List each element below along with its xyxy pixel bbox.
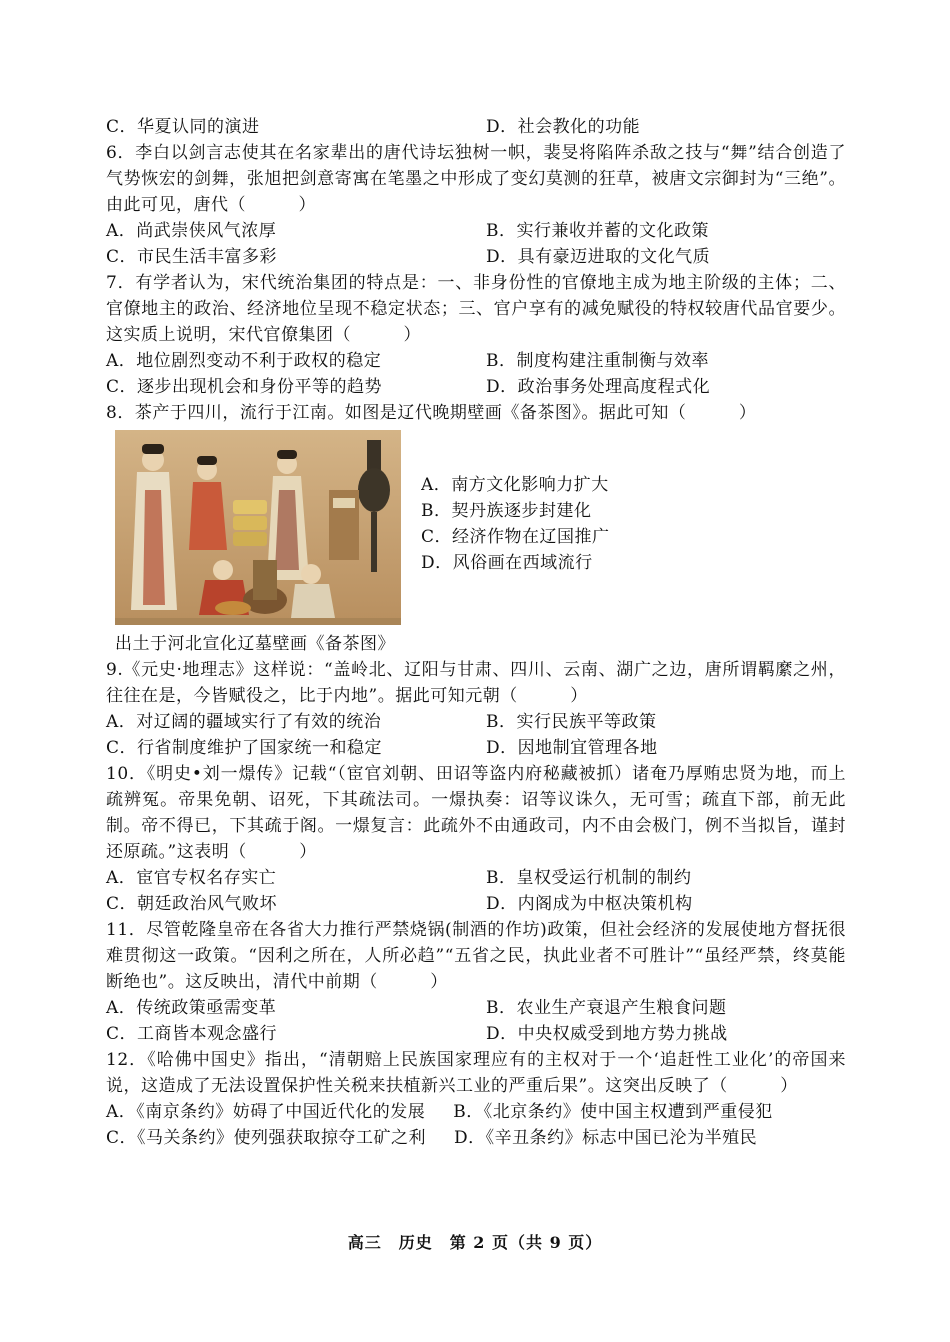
q11-stem: 11．尽管乾隆皇帝在各省大力推行严禁烧锅(制酒的作坊)政策，但社会经济的发展使地方督抚很难贯彻这一政策。“因利之所在，人所必趋”“五省之民，执此业者不可胜计”“虽经严禁，终莫能断绝也”。这反映出，清代中前期（ ） xyxy=(106,920,846,992)
q9-options-cd xyxy=(106,735,846,761)
q12-option-d: D．《辛丑条约》标志中国已沦为半殖民 xyxy=(454,1128,758,1148)
q10-options-ab xyxy=(106,865,846,891)
tea-preparation-mural-image xyxy=(115,430,401,625)
q6-option-a: A．尚武崇侠风气浓厚 xyxy=(106,221,277,241)
q6-option-b: B．实行兼收并蓄的文化政策 xyxy=(486,221,709,241)
q12-stem: 12．《哈佛中国史》指出，“清朝赔上民族国家理应有的主权对于一个‘追赶性工业化’的帝国来说，这造成了无法设置保护性关税来扶植新兴工业的严重后果”。这突出反映了（ ） xyxy=(106,1050,846,1096)
q7-option-a: A．地位剧烈变动不利于政权的稳定 xyxy=(106,351,382,371)
exam-page-body xyxy=(106,114,846,1151)
q11-options-cd xyxy=(106,1021,846,1047)
q8-option-c: C．经济作物在辽国推广 xyxy=(421,527,610,547)
page-footer: 高三 历史 第 2 页（共 9 页） xyxy=(347,1233,603,1252)
q11-options-ab xyxy=(106,995,846,1021)
q8-option-b: B．契丹族逐步封建化 xyxy=(421,501,592,521)
q7-option-d: D．政治事务处理高度程式化 xyxy=(486,377,711,397)
q6-options-ab xyxy=(106,218,846,244)
q12-options-cd xyxy=(106,1125,846,1151)
q9-option-c: C．行省制度维护了国家统一和稳定 xyxy=(106,738,383,758)
q9-option-a: A．对辽阔的疆域实行了有效的统治 xyxy=(106,712,382,732)
q6-stem: 6．李白以剑言志使其在名家辈出的唐代诗坛独树一帜，裴旻将陷阵杀敌之技与“舞”结合创造了气势恢宏的剑舞，张旭把剑意寄寓在笔墨之中形成了变幻莫测的狂草，被唐文宗御封为“三绝”。由此可见，唐代（ ） xyxy=(106,143,846,215)
q7-options-cd xyxy=(106,374,846,400)
q9-option-d: D．因地制宜管理各地 xyxy=(486,738,658,758)
q11-option-a: A．传统政策亟需变革 xyxy=(106,998,277,1018)
q7-option-c: C．逐步出现机会和身份平等的趋势 xyxy=(106,377,383,397)
q5-options-cd xyxy=(106,114,846,140)
q9-stem: 9.《元史·地理志》这样说：“盖岭北、辽阳与甘肃、四川、云南、湖广之边，唐所谓羁縻之州，往往在是，今皆赋役之，比于内地”。据此可知元朝（ ） xyxy=(106,660,846,706)
q8-figure-row xyxy=(106,430,846,625)
q11-option-d: D．中央权威受到地方势力挑战 xyxy=(486,1024,728,1044)
q11-option-b: B．农业生产衰退产生粮食问题 xyxy=(486,998,727,1018)
q12-option-c: C．《马关条约》使列强获取掠夺工矿之利 xyxy=(106,1128,427,1148)
q10-options-cd xyxy=(106,891,846,917)
q7-stem: 7．有学者认为，宋代统治集团的特点是：一、非身份性的官僚地主成为地主阶级的主体；二、官僚地主的政治、经济地位呈现不稳定状态；三、官户享有的减免赋役的特权较唐代品官要少。这实质上说明，宋代官僚集团（ ） xyxy=(106,273,846,345)
q5-option-d: D．社会教化的功能 xyxy=(486,117,641,137)
q12-option-a: A．《南京条约》妨碍了中国近代化的发展 xyxy=(106,1102,426,1122)
q6-option-d: D．具有豪迈进取的文化气质 xyxy=(486,247,711,267)
q8-options xyxy=(421,430,610,625)
q10-option-b: B．皇权受运行机制的制约 xyxy=(486,868,692,888)
q6-options-cd xyxy=(106,244,846,270)
q5-option-c: C．华夏认同的演进 xyxy=(106,117,260,137)
q9-options-ab xyxy=(106,709,846,735)
q6-option-c: C．市民生活丰富多彩 xyxy=(106,247,278,267)
q12-option-b: B．《北京条约》使中国主权遭到严重侵犯 xyxy=(453,1102,773,1122)
q10-option-c: C．朝廷政治风气败坏 xyxy=(106,894,278,914)
q8-figure-caption: 出土于河北宣化辽墓壁画《备茶图》 xyxy=(115,634,395,654)
q8-stem: 8．茶产于四川，流行于江南。如图是辽代晚期壁画《备茶图》。据此可知（ ） xyxy=(106,403,757,423)
q11-option-c: C．工商皆本观念盛行 xyxy=(106,1024,278,1044)
q10-option-a: A．宦官专权名存实亡 xyxy=(106,868,277,888)
q10-stem: 10．《明史•刘一燝传》记载“（宦官刘朝、田诏等盗内府秘藏被抓）诸奄乃厚贿忠贤为地，而上疏辨冤。帝果免朝、诏死，下其疏法司。一燝执奏：诏等议诛久，无可雪；疏直下部，前无此制。帝不得已，下其疏于阁。一燝复言：此疏外不由通政司，内不由会极门，例不当拟旨，谨封还原疏。”这表明（ ） xyxy=(106,764,846,862)
q7-options-ab xyxy=(106,348,846,374)
q8-option-d: D．风俗画在西域流行 xyxy=(421,553,593,573)
q7-option-b: B．制度构建注重制衡与效率 xyxy=(486,351,709,371)
q12-options-ab xyxy=(106,1099,846,1125)
q8-option-a: A．南方文化影响力扩大 xyxy=(421,475,609,495)
q10-option-d: D．内阁成为中枢决策机构 xyxy=(486,894,693,914)
q9-option-b: B．实行民族平等政策 xyxy=(486,712,657,732)
